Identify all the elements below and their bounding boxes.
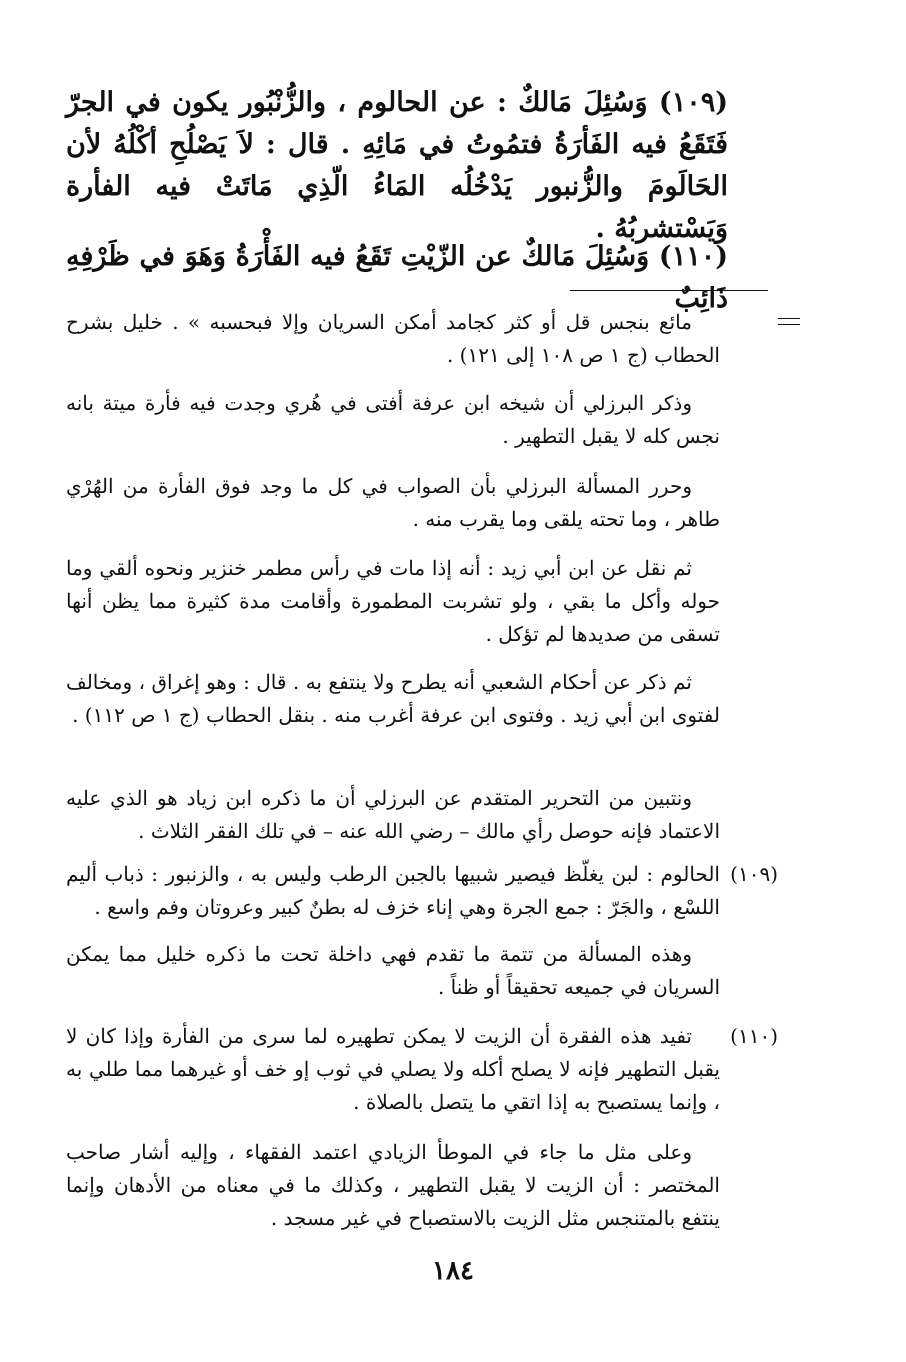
note-continuation: [66, 306, 720, 372]
footnote-110: [66, 1020, 720, 1119]
note-paragraph: [66, 387, 720, 453]
note-paragraph: [66, 1136, 720, 1235]
note-paragraph: [66, 782, 720, 848]
main-paragraph-110: (١١٠) وَسُئِلَ مَالكٌ عن الزّيْتِ تَقَعُ فيه الفَأْرَةُ وَهَوَ في ظَرْفِهِ ذَائِبٌ: [66, 241, 728, 314]
note-text: وحرر المسألة البرزلي بأن الصواب في كل ما وجد فوق الفأرة من الهُرْي طاهر ، وما تحته يلقى وما يقرب منه .: [66, 474, 720, 531]
continuation-mark: [778, 318, 800, 325]
note-text: وهذه المسألة من تتمة ما تقدم فهي داخلة تحت ما ذكره خليل مما يمكن السريان في جميعه تحقيقاً أو ظناً .: [66, 942, 720, 999]
footnote-divider: [570, 290, 768, 291]
note-paragraph: [66, 938, 720, 1004]
footnote-number-110: (١١٠): [730, 1024, 778, 1048]
note-text: ونتبين من التحرير المتقدم عن البرزلي أن ما ذكره ابن زياد هو الذي عليه الاعتماد فإنه حوصل رأي مالك – رضي الله عنه – في تلك الفقر الثلاث .: [66, 786, 720, 843]
note-text: الحالوم : لبن يغلّظ فيصير شبيها بالجبن الرطب وليس به ، والزنبور : ذباب أليم اللسْع ، والجَرّ : جمع الجرة وهي إناء خزف له بطنٌ كبير وعروتان وفم واسع .: [66, 862, 720, 919]
note-text: وذكر البرزلي أن شيخه ابن عرفة أفتى في هُري وجدت فيه فأرة ميتة بانه نجس كله لا يقبل التطهير .: [66, 391, 720, 448]
footnote-109: [66, 858, 720, 924]
note-text: تفيد هذه الفقرة أن الزيت لا يمكن تطهيره لما سرى من الفأرة وإذا كان لا يقبل التطهير فإنه لا يصلح أكله ولا يصلي في ثوب إو خف أو غيرهما مما طلي به ، وإنما يستصبح به إذا اتقي ما يتصل بالصلاة .: [66, 1024, 720, 1114]
note-paragraph: [66, 666, 720, 732]
footnote-number-109: (١٠٩): [730, 862, 778, 886]
page-number: ١٨٤: [432, 1256, 474, 1286]
note-text: مائع بنجس قل أو كثر كجامد أمكن السريان وإلا فبحسبه » . خليل بشرح الحطاب (ج ١ ص ١٠٨ إلى ١٢١) .: [66, 310, 720, 367]
note-paragraph: [66, 552, 720, 651]
note-text: ثم نقل عن ابن أبي زيد : أنه إذا مات في رأس مطمر خنزير ونحوه ألقي وما حوله وأكل ما بقي ، ولو تشربت المطمورة وأقامت مدة كثيرة مما يظن أنها تسقى من صديدها لم تؤكل .: [66, 556, 720, 646]
note-text: ثم ذكر عن أحكام الشعبي أنه يطرح ولا ينتفع به . قال : وهو إغراق ، ومخالف لفتوى ابن أبي زيد . وفتوى ابن عرفة أغرب منه . بنقل الحطاب (ج ١ ص ١١٢) .: [66, 670, 720, 727]
main-paragraph-109: (١٠٩) وَسُئِلَ مَالكٌ : عن الحالوم ، والزُّنْبُور يكون في الجرّ فَتَقَعُ فيه الفَأرَةُ فتمُوتُ في مَائِهِ . قال : لاَ يَصْلُحِ أكْلُهُ لأن الحَالَومَ والزُّنبور يَدْخُلُه المَاءُ الّذِي مَاتَتْ فيه الفأرة وَيَسْتشربُهُ .: [66, 87, 728, 244]
note-text: وعلى مثل ما جاء في الموطأ الزيادي اعتمد الفقهاء ، وإليه أشار صاحب المختصر : أن الزيت لا يقبل التطهير ، وكذلك ما في معناه من الأدهان وإنما ينتفع بالمتنجس مثل الزيت بالاستصباح في غير مسجد .: [66, 1140, 720, 1230]
note-paragraph: [66, 470, 720, 536]
